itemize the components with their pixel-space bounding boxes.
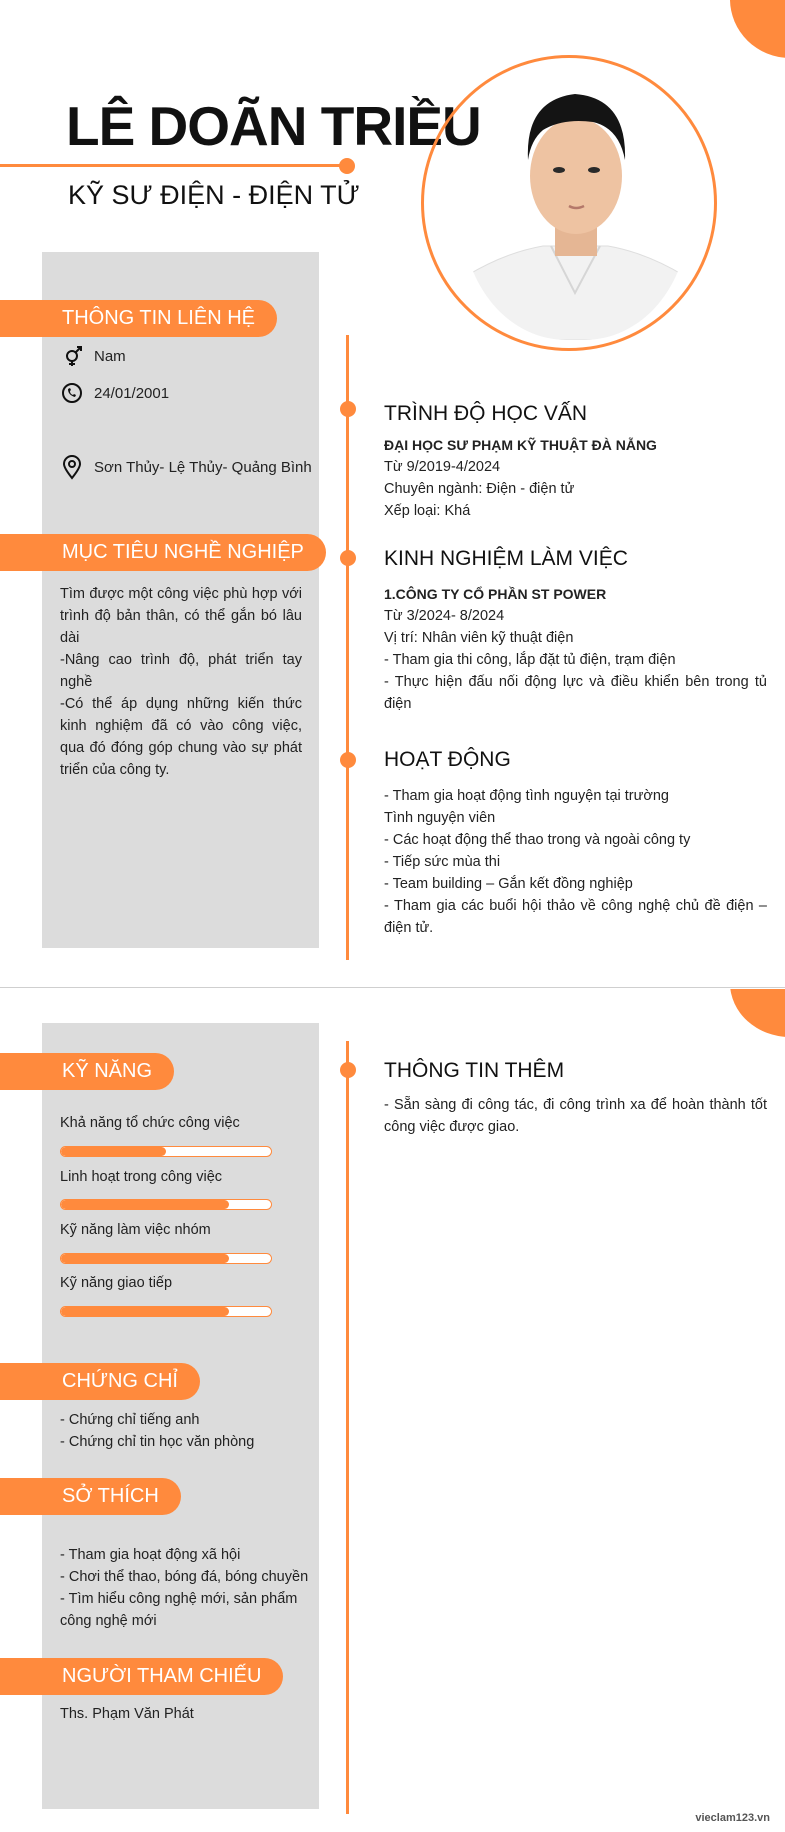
contact-gender	[60, 344, 126, 368]
candidate-name: LÊ DOÃN TRIỀU	[66, 95, 481, 157]
skill-label: Linh hoạt trong công việc	[60, 1169, 223, 1185]
extra-info-text: - Sẵn sàng đi công tác, đi công trình xa để hoàn thành tốt công việc được giao.	[384, 1097, 767, 1135]
timeline-line	[346, 335, 349, 960]
skill-bar	[60, 1253, 272, 1264]
activities-section-title: HOẠT ĐỘNG	[384, 748, 511, 771]
extra-info-dot	[340, 1062, 356, 1078]
activities-details	[384, 785, 767, 939]
corner-decoration	[730, 989, 785, 1037]
skill-bar-fill	[61, 1200, 229, 1209]
activity-line: - Tham gia các buổi hội thảo về công nghệ chủ đề điện – điện tử.	[384, 898, 767, 936]
reference-name: Ths. Phạm Văn Phát	[60, 1706, 194, 1722]
skill-bar-fill	[61, 1307, 229, 1316]
activity-line: - Các hoạt động thể thao trong và ngoài công ty	[384, 832, 691, 848]
experience-section-title: KINH NGHIỆM LÀM VIỆC	[384, 547, 628, 570]
contact-dob	[60, 381, 169, 405]
hobbies-list	[60, 1544, 310, 1632]
education-section-title: TRÌNH ĐỘ HỌC VẤN	[384, 402, 588, 425]
experience-position: Vị trí: Nhân viên kỹ thuật điện	[384, 630, 574, 646]
skill-bar-fill	[61, 1254, 229, 1263]
skill-bar	[60, 1199, 272, 1210]
objective-line: Tìm được một công việc phù hợp với trình độ bản thân, có thể gắn bó lâu dài	[60, 586, 302, 646]
gender-icon	[60, 344, 84, 368]
objective-line: -Có thể áp dụng những kiến thức kinh nghiệm đã có vào công việc, qua đó đóng góp chung vào sự phát triển của công ty.	[60, 696, 302, 778]
objective-line: -Nâng cao trình độ, phát triển tay nghề	[60, 652, 302, 690]
skill-bar	[60, 1306, 272, 1317]
timeline-line	[346, 1041, 349, 1814]
experience-duty: - Thực hiện đấu nối động lực và điều khiển bên trong tủ điện	[384, 674, 767, 712]
title-underline-dot	[339, 158, 355, 174]
address-value: Sơn Thủy- Lệ Thủy- Quảng Bình	[94, 458, 312, 476]
activity-line: - Tham gia hoạt động tình nguyện tại trường	[384, 788, 669, 804]
skill-bar-fill	[61, 1147, 166, 1156]
contact-section-title: THÔNG TIN LIÊN HỆ	[0, 300, 277, 337]
hobby-item: - Chơi thể thao, bóng đá, bóng chuyền	[60, 1569, 309, 1585]
skill-label: Khả năng tổ chức công việc	[60, 1115, 240, 1131]
location-pin-icon	[60, 455, 84, 479]
profile-photo	[463, 78, 688, 340]
skill-label: Kỹ năng làm việc nhóm	[60, 1222, 211, 1238]
skill-bar	[60, 1146, 272, 1157]
contact-address	[60, 455, 312, 479]
activity-line: - Team building – Gắn kết đồng nghiệp	[384, 876, 633, 892]
hobby-item: - Tham gia hoạt động xã hội	[60, 1547, 241, 1563]
certificate-item: - Chứng chỉ tin học văn phòng	[60, 1434, 255, 1450]
watermark: vieclam123.vn	[695, 1812, 770, 1824]
experience-company: 1.CÔNG TY CỔ PHẦN ST POWER	[384, 586, 607, 602]
activities-dot	[340, 752, 356, 768]
skills-section-title: KỸ NĂNG	[0, 1053, 174, 1090]
skill-label: Kỹ năng giao tiếp	[60, 1275, 173, 1291]
objective-section-title: MỤC TIÊU NGHỀ NGHIỆP	[0, 534, 326, 571]
education-grade: Xếp loại: Khá	[384, 503, 471, 519]
hobbies-section-title: SỞ THÍCH	[0, 1478, 181, 1515]
hobby-item: - Tìm hiểu công nghệ mới, sản phẩm công nghệ mới	[60, 1591, 298, 1629]
experience-dot	[340, 550, 356, 566]
education-major: Chuyên ngành: Điện - điện tử	[384, 481, 575, 497]
education-period: Từ 9/2019-4/2024	[384, 459, 501, 475]
certificates-section-title: CHỨNG CHỈ	[0, 1363, 200, 1400]
references-section-title: NGƯỜI THAM CHIẾU	[0, 1658, 283, 1695]
education-details	[384, 434, 767, 522]
phone-icon	[60, 381, 84, 405]
cv-page-2	[0, 989, 785, 1832]
job-title: KỸ SƯ ĐIỆN - ĐIỆN TỬ	[68, 180, 360, 210]
certificate-item: - Chứng chỉ tiếng anh	[60, 1412, 200, 1428]
gender-value: Nam	[94, 347, 126, 365]
activity-line: Tình nguyện viên	[384, 810, 496, 826]
experience-period: Từ 3/2024- 8/2024	[384, 608, 505, 624]
education-school: ĐẠI HỌC SƯ PHẠM KỸ THUẬT ĐÀ NẴNG	[384, 437, 657, 453]
extra-info-section-title: THÔNG TIN THÊM	[384, 1059, 565, 1082]
title-underline	[0, 164, 345, 167]
objective-text	[60, 583, 302, 781]
dob-value: 24/01/2001	[94, 384, 170, 402]
education-dot	[340, 401, 356, 417]
experience-duty: - Tham gia thi công, lắp đặt tủ điện, trạm điện	[384, 652, 676, 668]
certificates-list	[60, 1409, 310, 1453]
activity-line: - Tiếp sức mùa thi	[384, 854, 501, 870]
corner-decoration	[730, 0, 785, 58]
experience-details	[384, 583, 767, 715]
